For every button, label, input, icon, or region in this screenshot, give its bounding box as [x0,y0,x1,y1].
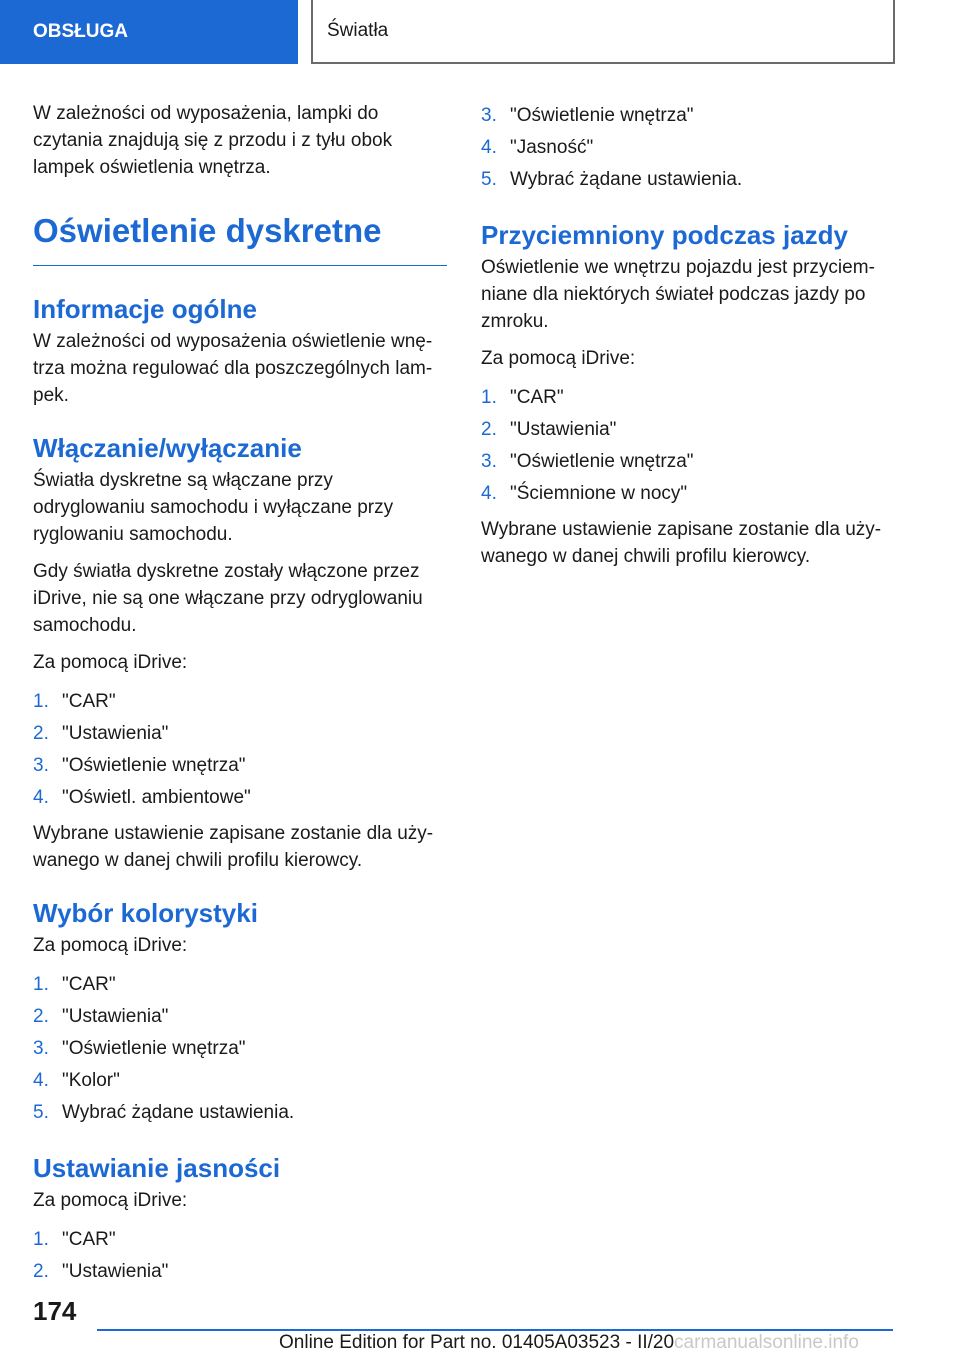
list-item [33,1256,447,1288]
step-number: 1. [33,974,49,995]
step-number: 2. [33,1006,49,1027]
on-off-steps [33,686,447,814]
subheading-brightness: Ustawianie jasności [33,1153,281,1183]
step-number: 3. [481,105,497,126]
on-off-paragraph-4: Wybrane ustawienie zapisane zostanie dla używanego w danej chwili profilu kierowcy. [33,823,434,871]
color-steps [33,969,447,1129]
list-item [481,164,891,196]
brightness-steps [33,1224,447,1288]
list-item [481,100,891,132]
step-number: 3. [33,755,49,776]
subheading-color: Wybór kolorystyki [33,898,258,928]
step-number: 4. [481,483,497,504]
subheading-general: Informacje ogólne [33,294,257,324]
list-item [33,782,447,814]
color-paragraph: Za pomocą iDrive: [33,935,188,956]
step-number: 3. [481,451,497,472]
on-off-paragraph-1: Światła dyskretne są włączane przy odryglowaniu samochodu i wyłączane przy ryglowaniu samochodu. [33,470,394,545]
edition-text: Online Edition for Part no. 01405A03523 - II/20 [279,1332,675,1353]
page-number: 174 [33,1296,77,1326]
step-text: "CAR" [62,691,116,712]
step-number: 2. [33,1261,49,1282]
step-number: 3. [33,1038,49,1059]
step-number: 4. [33,1070,49,1091]
step-text: "Oświetl. ambientowe" [62,787,251,808]
step-number: 4. [481,137,497,158]
step-text: "CAR" [510,387,564,408]
list-item [481,132,891,164]
step-text: "CAR" [62,1229,116,1250]
on-off-paragraph-2: Gdy światła dyskretne zostały włączone przez iDrive, nie są one włączane przy odryglowaniu samochodu. [33,561,423,636]
dimmed-paragraph-2: Za pomocą iDrive: [481,348,636,369]
step-number: 1. [33,1229,49,1250]
step-text: "Ustawienia" [62,723,169,744]
subheading-on-off: Włączanie/wyłączanie [33,433,302,463]
list-item [33,718,447,750]
list-item [481,478,891,510]
step-number: 5. [33,1102,49,1123]
footer-divider [97,1329,893,1331]
section-title: OBSŁUGA [33,21,128,42]
list-item [33,1065,447,1097]
step-text: "Oświetlenie wnętrza" [62,755,246,776]
intro-paragraph: W zależności od wyposażenia, lampki do czytania znajdują się z przodu i z tyłu obok lampek oświetlenia wnętrza. [33,103,393,178]
list-item [33,1224,447,1256]
brightness-paragraph: Za pomocą iDrive: [33,1190,188,1211]
list-item [33,1001,447,1033]
step-number: 2. [481,419,497,440]
dimmed-paragraph-3: Wybrane ustawienie zapisane zostanie dla używanego w danej chwili profilu kierowcy. [481,519,882,567]
step-text: "Ściemnione w nocy" [510,483,688,504]
brightness-steps-continued [481,100,891,196]
step-number: 4. [33,787,49,808]
footer-edition [279,1332,859,1354]
right-column [481,100,891,580]
chapter-header [311,0,895,64]
list-item [481,414,891,446]
step-text: "Ustawienia" [510,419,617,440]
list-item [33,1033,447,1065]
dimmed-steps [481,382,891,510]
step-number: 5. [481,169,497,190]
section-tab [0,0,298,64]
general-paragraph: W zależności od wyposażenia oświetlenie wnętrza można regulować dla poszczególnych lampek. [33,331,433,406]
list-item [33,686,447,718]
step-number: 2. [33,723,49,744]
step-text: "Oświetlenie wnętrza" [510,451,694,472]
subheading-dimmed: Przyciemniony podczas jazdy [481,220,849,250]
list-item [33,1097,447,1129]
step-text: "Oświetlenie wnętrza" [510,105,694,126]
list-item [33,750,447,782]
step-number: 1. [481,387,497,408]
step-text: Wybrać żądane ustawienia. [62,1102,295,1123]
left-column [33,100,447,1294]
step-text: "Oświetlenie wnętrza" [62,1038,246,1059]
step-text: "Ustawienia" [62,1261,169,1282]
step-text: Wybrać żądane ustawienia. [510,169,743,190]
list-item [481,382,891,414]
section-heading-ambient: Oświetlenie dyskretne [33,209,447,266]
on-off-paragraph-3: Za pomocą iDrive: [33,652,188,673]
step-text: "CAR" [62,974,116,995]
step-text: "Jasność" [510,137,594,158]
watermark-site[interactable]: carmanualsonline.info [674,1332,859,1353]
step-text: "Ustawienia" [62,1006,169,1027]
step-text: "Kolor" [62,1070,120,1091]
list-item [33,969,447,1001]
step-number: 1. [33,691,49,712]
dimmed-paragraph-1: Oświetlenie we wnętrzu pojazdu jest przyciemniane dla niektórych świateł podczas jazdy po zmroku. [481,257,875,332]
chapter-title: Światła [327,20,389,41]
list-item [481,446,891,478]
